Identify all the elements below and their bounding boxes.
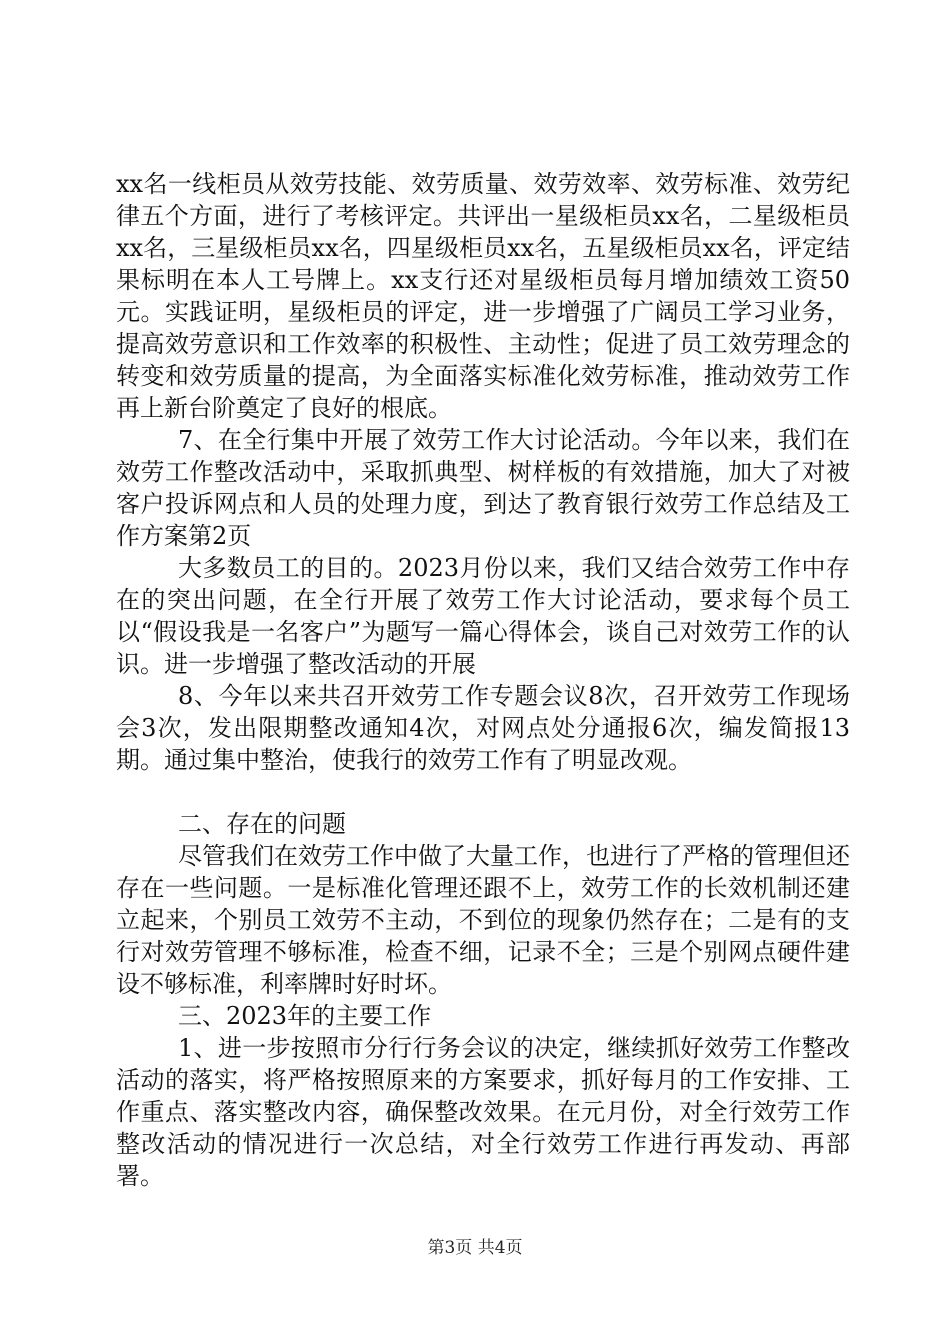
section-heading-main-work: 三、2023年的主要工作 [178, 1002, 432, 1030]
section-heading-problems: 二、存在的问题 [178, 810, 346, 838]
paragraph-item-8: 8、今年以来共召开效劳工作专题会议8次，召开效劳工作现场会3次，发出限期整改通知4次，对网点处分通报6次，编发简报13期。通过集中整治，使我行的效劳工作有了明显改观。 [116, 682, 850, 774]
paragraph-star-teller-evaluation: xx名一线柜员从效劳技能、效劳质量、效劳效率、效劳标准、效劳纪律五个方面，进行了考核评定。共评出一星级柜员xx名，二星级柜员xx名，三星级柜员xx名，四星级柜员xx名，五星级柜员xx名，评定结果标明在本人工号牌上。xx支行还对星级柜员每月增加绩效工资50元。实践证明，星级柜员的评定，进一步增强了广阔员工学习业务，提高效劳意识和工作效率的积极性、主动性；促进了员工效劳理念的转变和效劳质量的提高，为全面落实标准化效劳标准，推动效劳工作再上新台阶奠定了良好的根底。 [116, 170, 850, 422]
page-footer: 第3页 共4页 [427, 1238, 523, 1258]
document-body [116, 168, 850, 1192]
paragraph-work-item-1: 1、进一步按照市分行行务会议的决定，继续抓好效劳工作整改活动的落实，将严格按照原来的方案要求，抓好每月的工作安排、工作重点、落实整改内容，确保整改效果。在元月份，对全行效劳工作整改活动的情况进行一次总结，对全行效劳工作进行再发动、再部署。 [116, 1034, 850, 1190]
paragraph-problems: 尽管我们在效劳工作中做了大量工作，也进行了严格的管理但还存在一些问题。一是标准化管理还跟不上，效劳工作的长效机制还建立起来，个别员工效劳不主动，不到位的现象仍然存在；二是有的支行对效劳管理不够标准，检查不细，记录不全；三是个别网点硬件建设不够标准，利率牌时好时坏。 [116, 842, 850, 998]
paragraph-item-7-continued: 大多数员工的目的。2023月份以来，我们又结合效劳工作中存在的突出问题，在全行开展了效劳工作大讨论活动，要求每个员工以“假设我是一名客户”为题写一篇心得体会，谈自己对效劳工作的认识。进一步增强了整改活动的开展 [116, 554, 850, 678]
paragraph-item-7: 7、在全行集中开展了效劳工作大讨论活动。今年以来，我们在效劳工作整改活动中，采取抓典型、树样板的有效措施，加大了对被客户投诉网点和人员的处理力度，到达了教育银行效劳工作总结及工作方案第2页 [116, 426, 850, 550]
